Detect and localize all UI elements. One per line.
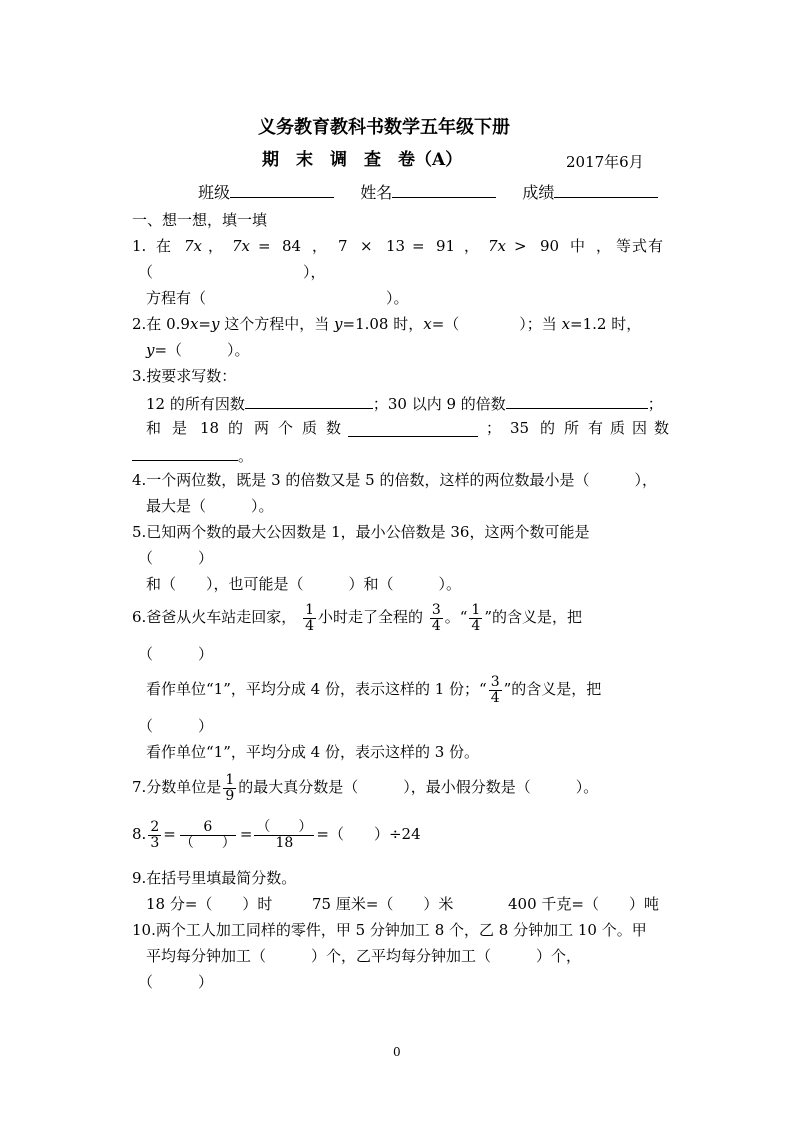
q3-blank-factors[interactable]	[245, 392, 373, 409]
score-label: 成绩	[522, 183, 555, 202]
q8-text: =（ ）÷24	[316, 825, 421, 843]
q5-line-1: 5.已知两个数的最大公因数是 1，最小公倍数是 36，这两个数可能是	[132, 523, 590, 541]
fraction-numerator: 3	[490, 673, 500, 690]
q3-text: 12 的所有因数	[146, 395, 245, 413]
student-info-row	[198, 181, 658, 203]
exam-subtitle: 期 末 调 查 卷（A）	[262, 150, 463, 170]
q1-expr: 7x	[184, 237, 203, 255]
q3-w: 数	[326, 419, 342, 437]
q1-comma: ，	[312, 237, 328, 255]
fraction-denominator: 3	[150, 834, 160, 851]
fraction-denominator: 4	[431, 617, 441, 634]
q3-text: 。	[238, 447, 254, 465]
q2-text: =	[198, 315, 211, 333]
q3-line-2	[146, 418, 670, 438]
q6-fraction	[303, 603, 316, 634]
q2-text: =1.08 时，	[342, 315, 424, 333]
q6-line-5: 看作单位“1”，平均分成 4 份，表示这样的 3 份。	[146, 743, 480, 761]
q6-text: 。“	[444, 608, 468, 626]
q6-fraction	[469, 603, 482, 634]
class-field[interactable]	[230, 181, 334, 198]
q2-line-1	[132, 314, 641, 334]
q1-line-1	[132, 236, 664, 256]
q1-num: 7	[338, 237, 348, 255]
q2-text: =（ ）；当	[431, 315, 562, 333]
document-title: 义务教育教科书数学五年级下册	[258, 117, 510, 138]
q9-b: 75 厘米=（ ）米	[312, 895, 454, 913]
q8-fraction	[254, 820, 314, 851]
exam-date: 2017年6月	[566, 153, 644, 171]
q8-line	[132, 816, 421, 852]
q5-blank[interactable]: （ ）	[138, 549, 214, 567]
q3-w: 因	[632, 419, 648, 437]
fraction-numerator: 1	[225, 771, 235, 788]
q10-blank[interactable]: （ ）	[138, 973, 214, 991]
q5-line-3: 和（ ），也可能是（ ）和（ ）。	[146, 575, 462, 593]
q8-text: 8.	[132, 825, 147, 843]
q3-w: 35	[510, 419, 530, 437]
name-field[interactable]	[392, 181, 496, 198]
q3-w: 质	[302, 419, 318, 437]
q8-fraction	[178, 820, 238, 851]
q3-w: 个	[278, 419, 294, 437]
q3-text: ；	[647, 395, 663, 413]
q1-w: 有	[648, 237, 664, 255]
q3-w: 所	[564, 419, 580, 437]
q3-blank-prime-factors[interactable]	[132, 444, 238, 461]
q6-text: 6.爸爸从火车站走回家，	[132, 608, 297, 626]
fraction-numerator: 1	[471, 601, 481, 618]
q1-blank[interactable]: （ ），	[138, 263, 326, 281]
q1-w: 在	[156, 237, 172, 255]
q1-w: 等	[616, 237, 632, 255]
q1-eq: =	[258, 237, 271, 255]
q10-line-1: 10.两个工人加工同样的零件，甲 5 分钟加工 8 个，乙 8 分钟加工 10 个。甲	[132, 921, 647, 939]
q6-line-3	[146, 672, 601, 706]
q1-comma: ，	[208, 237, 224, 255]
q1-comma: ，	[464, 237, 480, 255]
q2-var-x: x	[561, 315, 571, 333]
q6-line-1	[132, 600, 582, 634]
q8-equals: =	[163, 825, 176, 843]
q2-text: =（ ）。	[154, 341, 250, 359]
q7-text: 的最大真分数是（ ），最小假分数是（ ）。	[238, 778, 599, 796]
fraction-denominator: 4	[471, 617, 481, 634]
fraction-denominator: 18	[275, 834, 294, 851]
q1-comma: ，	[596, 237, 612, 255]
q2-var-x: x	[189, 315, 199, 333]
q7-fraction	[223, 773, 236, 804]
class-label: 班级	[198, 183, 231, 202]
q1-expr: 7x	[232, 237, 251, 255]
q6-text: ”的含义是，把	[484, 608, 583, 626]
q1-eq: =	[412, 237, 425, 255]
q6-text: ”的含义是，把	[503, 680, 602, 698]
q3-w: 和	[146, 419, 162, 437]
q3-w: 质	[610, 419, 626, 437]
q1-num: 90	[540, 237, 560, 255]
fraction-numerator: 2	[150, 818, 160, 835]
name-label: 姓名	[360, 183, 393, 202]
q1-w: 中	[570, 237, 586, 255]
q3-w: 的	[228, 419, 244, 437]
q1-num: 13	[386, 237, 406, 255]
q3-line-1	[146, 392, 663, 414]
q2-text: 2.在 0.9	[132, 315, 190, 333]
q2-var-y: y	[334, 315, 343, 333]
q6-fraction	[430, 603, 443, 634]
fraction-denominator: 4	[305, 617, 315, 634]
q9-stem: 9.在括号里填最简分数。	[132, 869, 297, 887]
q3-blank-primes[interactable]	[348, 420, 478, 437]
q10-line-2: 平均每分钟加工（ ）个，乙平均每分钟加工（ ）个，	[146, 947, 582, 965]
q3-w: 数	[654, 419, 670, 437]
q1-w: 式	[632, 237, 648, 255]
subtitle-row	[262, 150, 462, 170]
q1-equation-line: 方程有（ ）。	[146, 289, 409, 307]
fraction-numerator: 1	[305, 601, 315, 618]
q9-a: 18 分=（ ）时	[146, 895, 273, 913]
q3-w: 18	[200, 419, 220, 437]
q3-w: 是	[172, 419, 188, 437]
q6-blank-2[interactable]: （ ）	[138, 717, 214, 735]
fraction-numerator: 3	[431, 601, 441, 618]
q3-w: ；	[486, 419, 502, 437]
score-field[interactable]	[554, 181, 658, 198]
fraction-denominator: 9	[225, 787, 235, 804]
q1-gt: >	[514, 237, 527, 255]
q1-num: 1.	[132, 237, 147, 255]
q2-text: 这个方程中，当	[219, 315, 335, 333]
q1-times: ×	[360, 237, 373, 255]
q6-text: 小时走了全程的	[318, 608, 424, 626]
q7-text: 7.分数单位是	[132, 778, 222, 796]
q3-line-3	[132, 444, 253, 466]
q3-w: 的	[540, 419, 556, 437]
q2-var-y: y	[210, 315, 220, 333]
fraction-numerator: 6	[180, 820, 236, 836]
section-heading: 一、想一想，填一填	[132, 211, 268, 229]
q2-var-x: x	[423, 315, 432, 333]
fraction-denominator: 4	[490, 689, 500, 706]
q2-text: =1.2 时，	[570, 315, 642, 333]
q3-w: 两	[254, 419, 270, 437]
q9-c: 400 千克=（ ）吨	[508, 895, 659, 913]
q2-line-2	[146, 340, 250, 360]
fraction-numerator-blank[interactable]: （ ）	[256, 818, 313, 835]
q3-stem: 3.按要求写数：	[132, 367, 237, 385]
q2-var-y: y	[146, 341, 155, 359]
q1-expr: 7x	[488, 237, 507, 255]
q6-blank-1[interactable]: （ ）	[138, 645, 214, 663]
q4-line-2: 最大是（ ）。	[146, 497, 274, 515]
fraction-denominator-blank[interactable]: （ ）	[179, 834, 236, 851]
q3-text: ；30 以内 9 的倍数	[372, 395, 506, 413]
q6-text: 看作单位“1”，平均分成 4 份，表示这样的 1 份；“	[146, 680, 487, 698]
q8-equals: =	[239, 825, 253, 843]
q8-fraction	[148, 820, 161, 851]
q7-line	[132, 770, 598, 804]
q1-num: 91	[436, 237, 456, 255]
q3-w: 有	[588, 419, 604, 437]
q3-blank-multiples[interactable]	[506, 392, 648, 409]
q1-num: 84	[282, 237, 302, 255]
q4-line-1: 4.一个两位数，既是 3 的倍数又是 5 的倍数，这样的两位数最小是（ ），	[132, 471, 657, 489]
page-number: 0	[393, 1045, 401, 1059]
q6-fraction	[489, 675, 502, 706]
